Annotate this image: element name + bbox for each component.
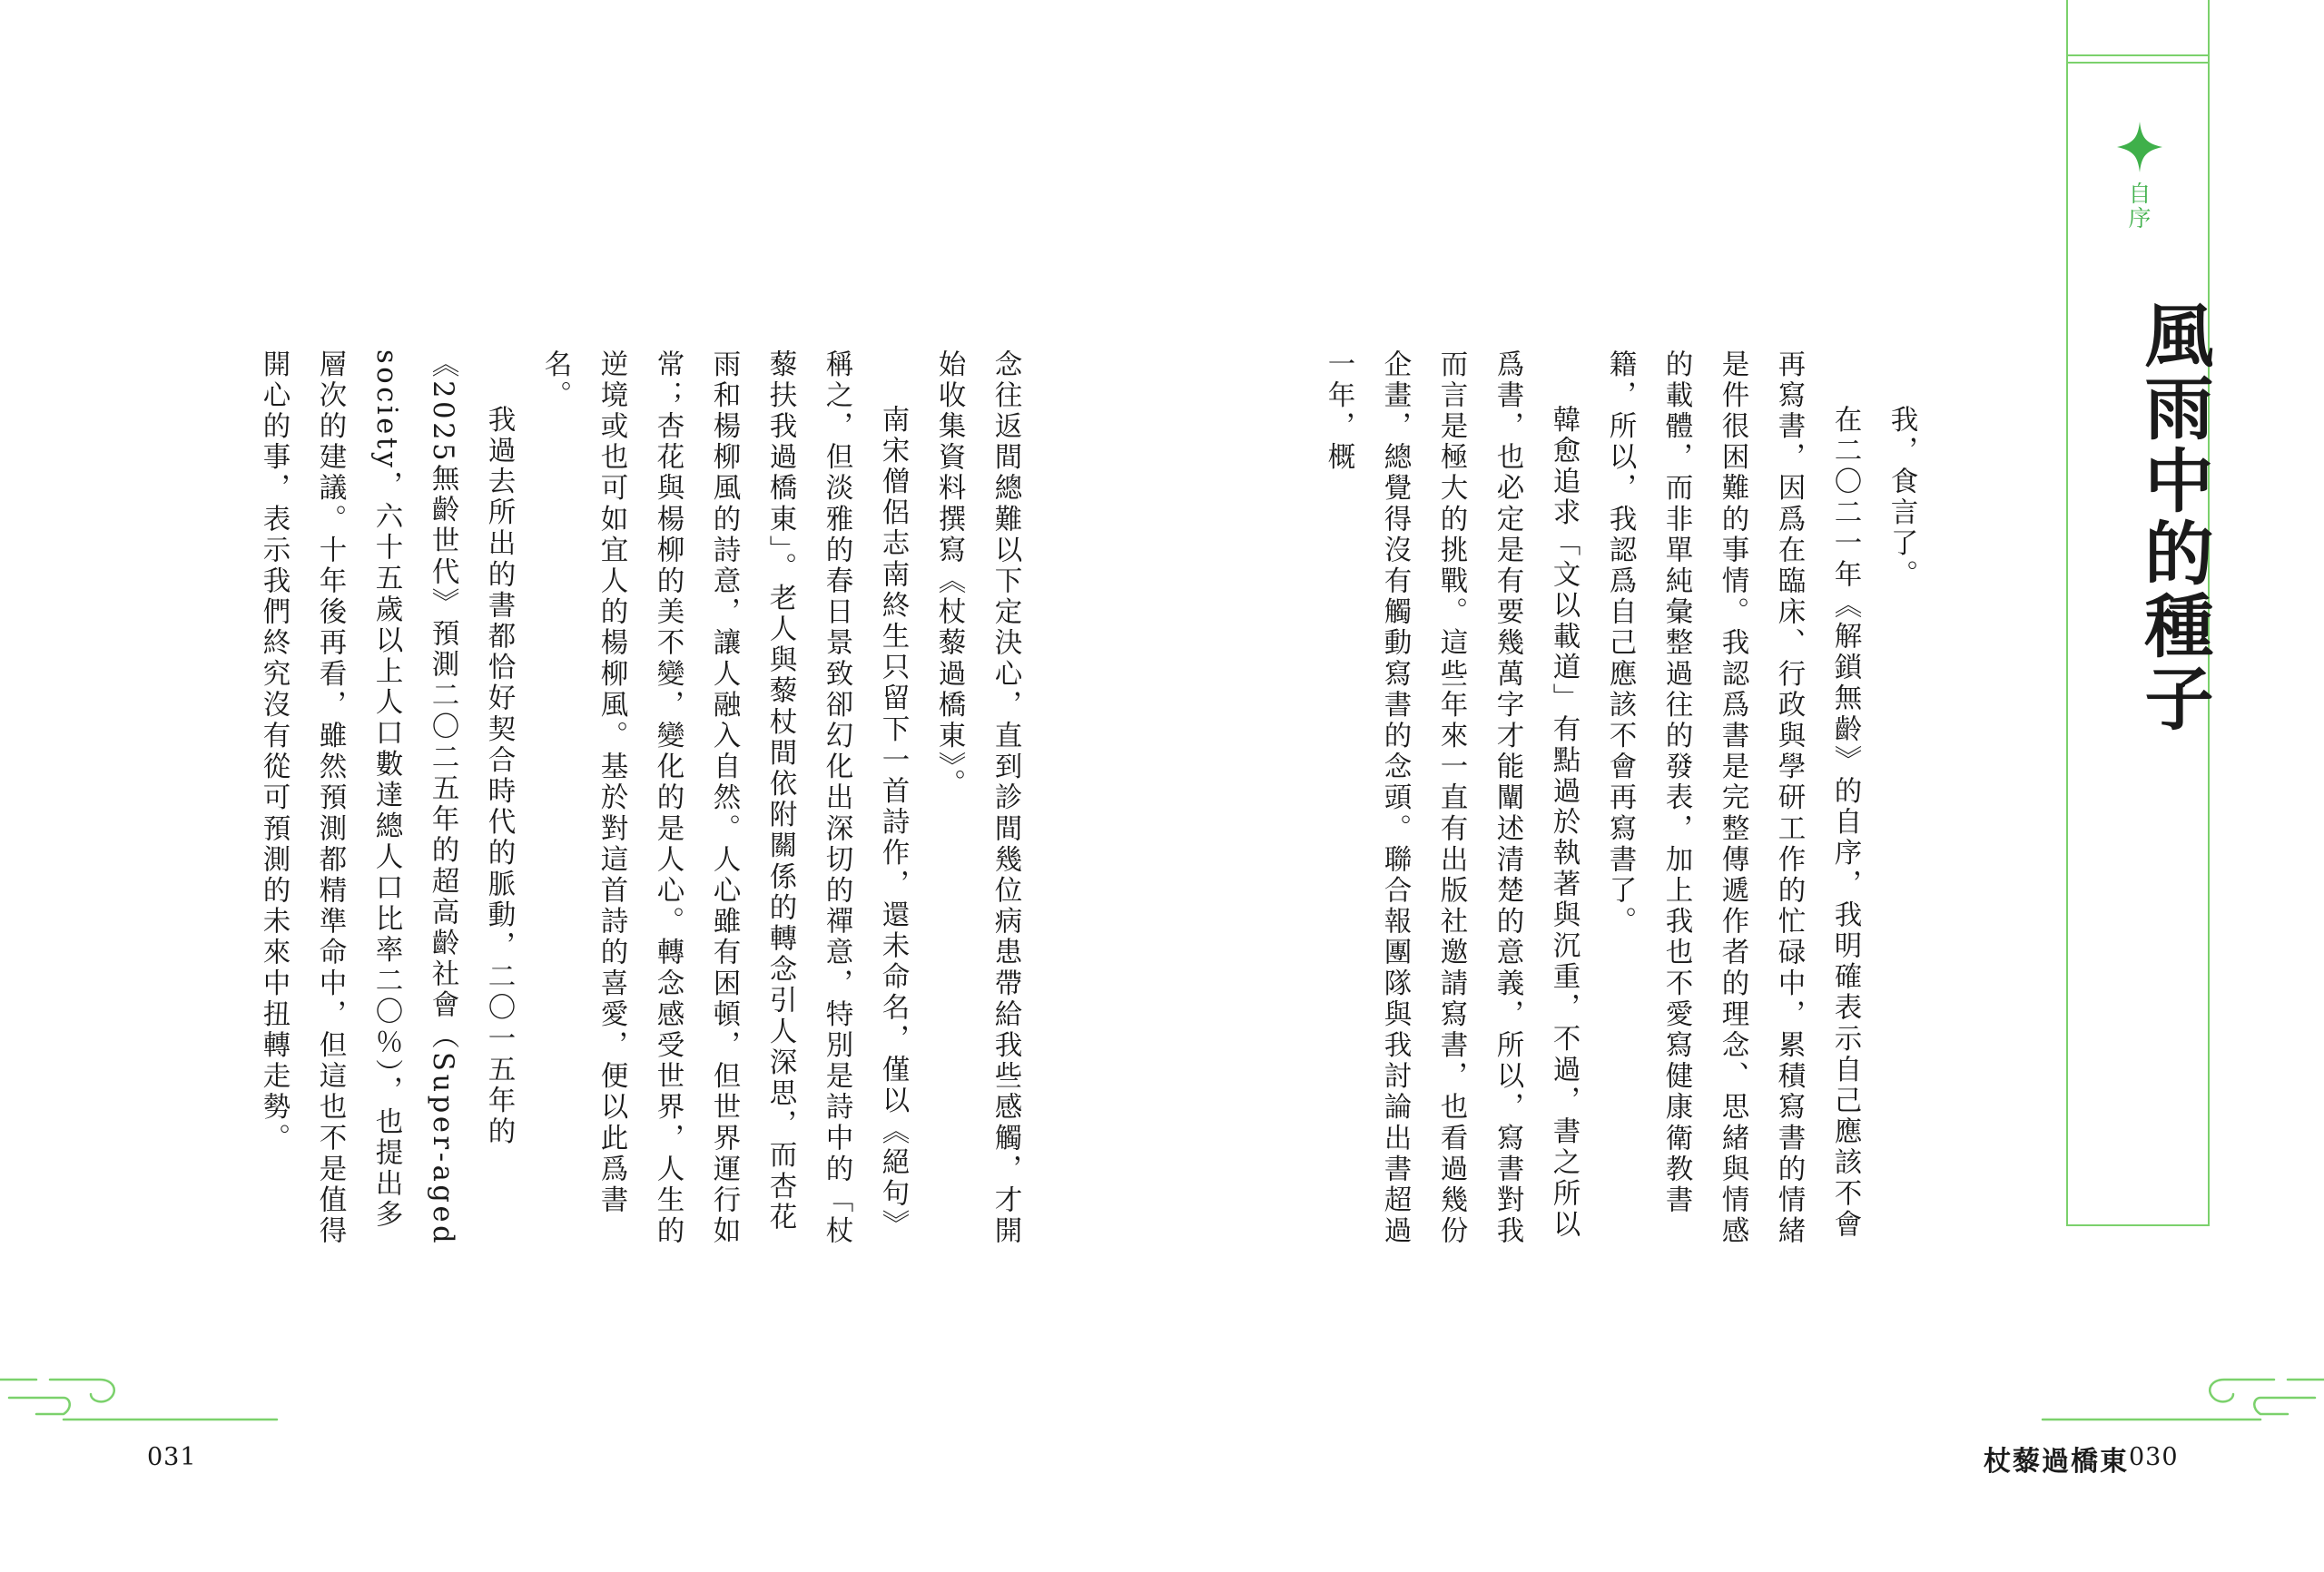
left-paragraph-2: 南宋僧侶志南終生只留下一首詩作，還未命名，僅以《絕句》稱之，但淡雅的春日景致卻幻化出深切的禪意，特別是詩中的「杖藜扶我過橋東」。老人與藜杖間依附關係的轉念引人深思，而杏花雨和楊柳風的詩意，讓人融入自然。人心雖有困頓，但世界運行如常；杏花與楊柳的美不變，變化的是人心。轉念感受世界，人生的逆境或也可如宜人的楊柳風。基於對這首詩的喜愛，便以此爲書名。 xyxy=(539,349,909,1247)
chapter-heading-panel xyxy=(2066,0,2214,1226)
left-page-number: 031 xyxy=(147,1443,197,1471)
chapter-title: 風雨中的種子 xyxy=(2133,300,2214,735)
right-page-number: 030 xyxy=(2129,1443,2179,1471)
running-book-title: 杖藜過橋東 xyxy=(1984,1446,2129,1478)
four-point-star-icon xyxy=(2117,122,2162,172)
panel-top-rule xyxy=(2068,54,2208,56)
left-page-body xyxy=(216,349,1033,1257)
right-footer-ornament xyxy=(2024,1361,2324,1443)
right-paragraph-2: 在二〇二一年《解鎖無齡》的自序，我明確表示自己應該不會再寫書，因爲在臨床、行政與學研工作的忙碌中，累積寫書的情緒是件很困難的事情。我認爲書是完整傳遞作者的理念、思緒與情感的載體，而非單純彙整過往的發表，加上我也不愛寫健康衛教書籍，所以，我認爲自己應該不會再寫書了。 xyxy=(1604,349,1861,1247)
right-paragraph-1: 我，食言了。 xyxy=(1886,405,1917,591)
section-label: 自序 xyxy=(2125,182,2152,231)
left-footer-ornament xyxy=(0,1361,290,1443)
left-paragraph-1: 念往返間總難以下定決心，直到診間幾位病患帶給我些感觸，才開始收集資料撰寫《杖藜過橋東》。 xyxy=(933,349,1021,1247)
right-paragraph-3: 韓愈追求「文以載道」有點過於執著與沉重，不過，書之所以爲書，也必定是有要幾萬字才能闡述清楚的意義，所以，寫書對我而言是極大的挑戰。這些年來一直有出版社邀請寫書，也看過幾份企畫，總覺得沒有觸動寫書的念頭。聯合報團隊與我討論出書超過一年，概 xyxy=(1323,349,1580,1247)
panel-top-rule-inner xyxy=(2068,62,2208,64)
left-paragraph-3: 我過去所出的書都恰好契合時代的脈動，二〇一五年的《2025無齡世代》預測二〇二五年的超高齡社會（Super-aged society，六十五歲以上人口數達總人口比率二〇％），也提出多層次的建議。十年後再看，雖然預測都精準命中，但這也不是值得開心的事，表示我們終究沒有從可預測的未來中扭轉走勢。 xyxy=(258,349,515,1247)
right-page-body xyxy=(1323,349,1929,1257)
